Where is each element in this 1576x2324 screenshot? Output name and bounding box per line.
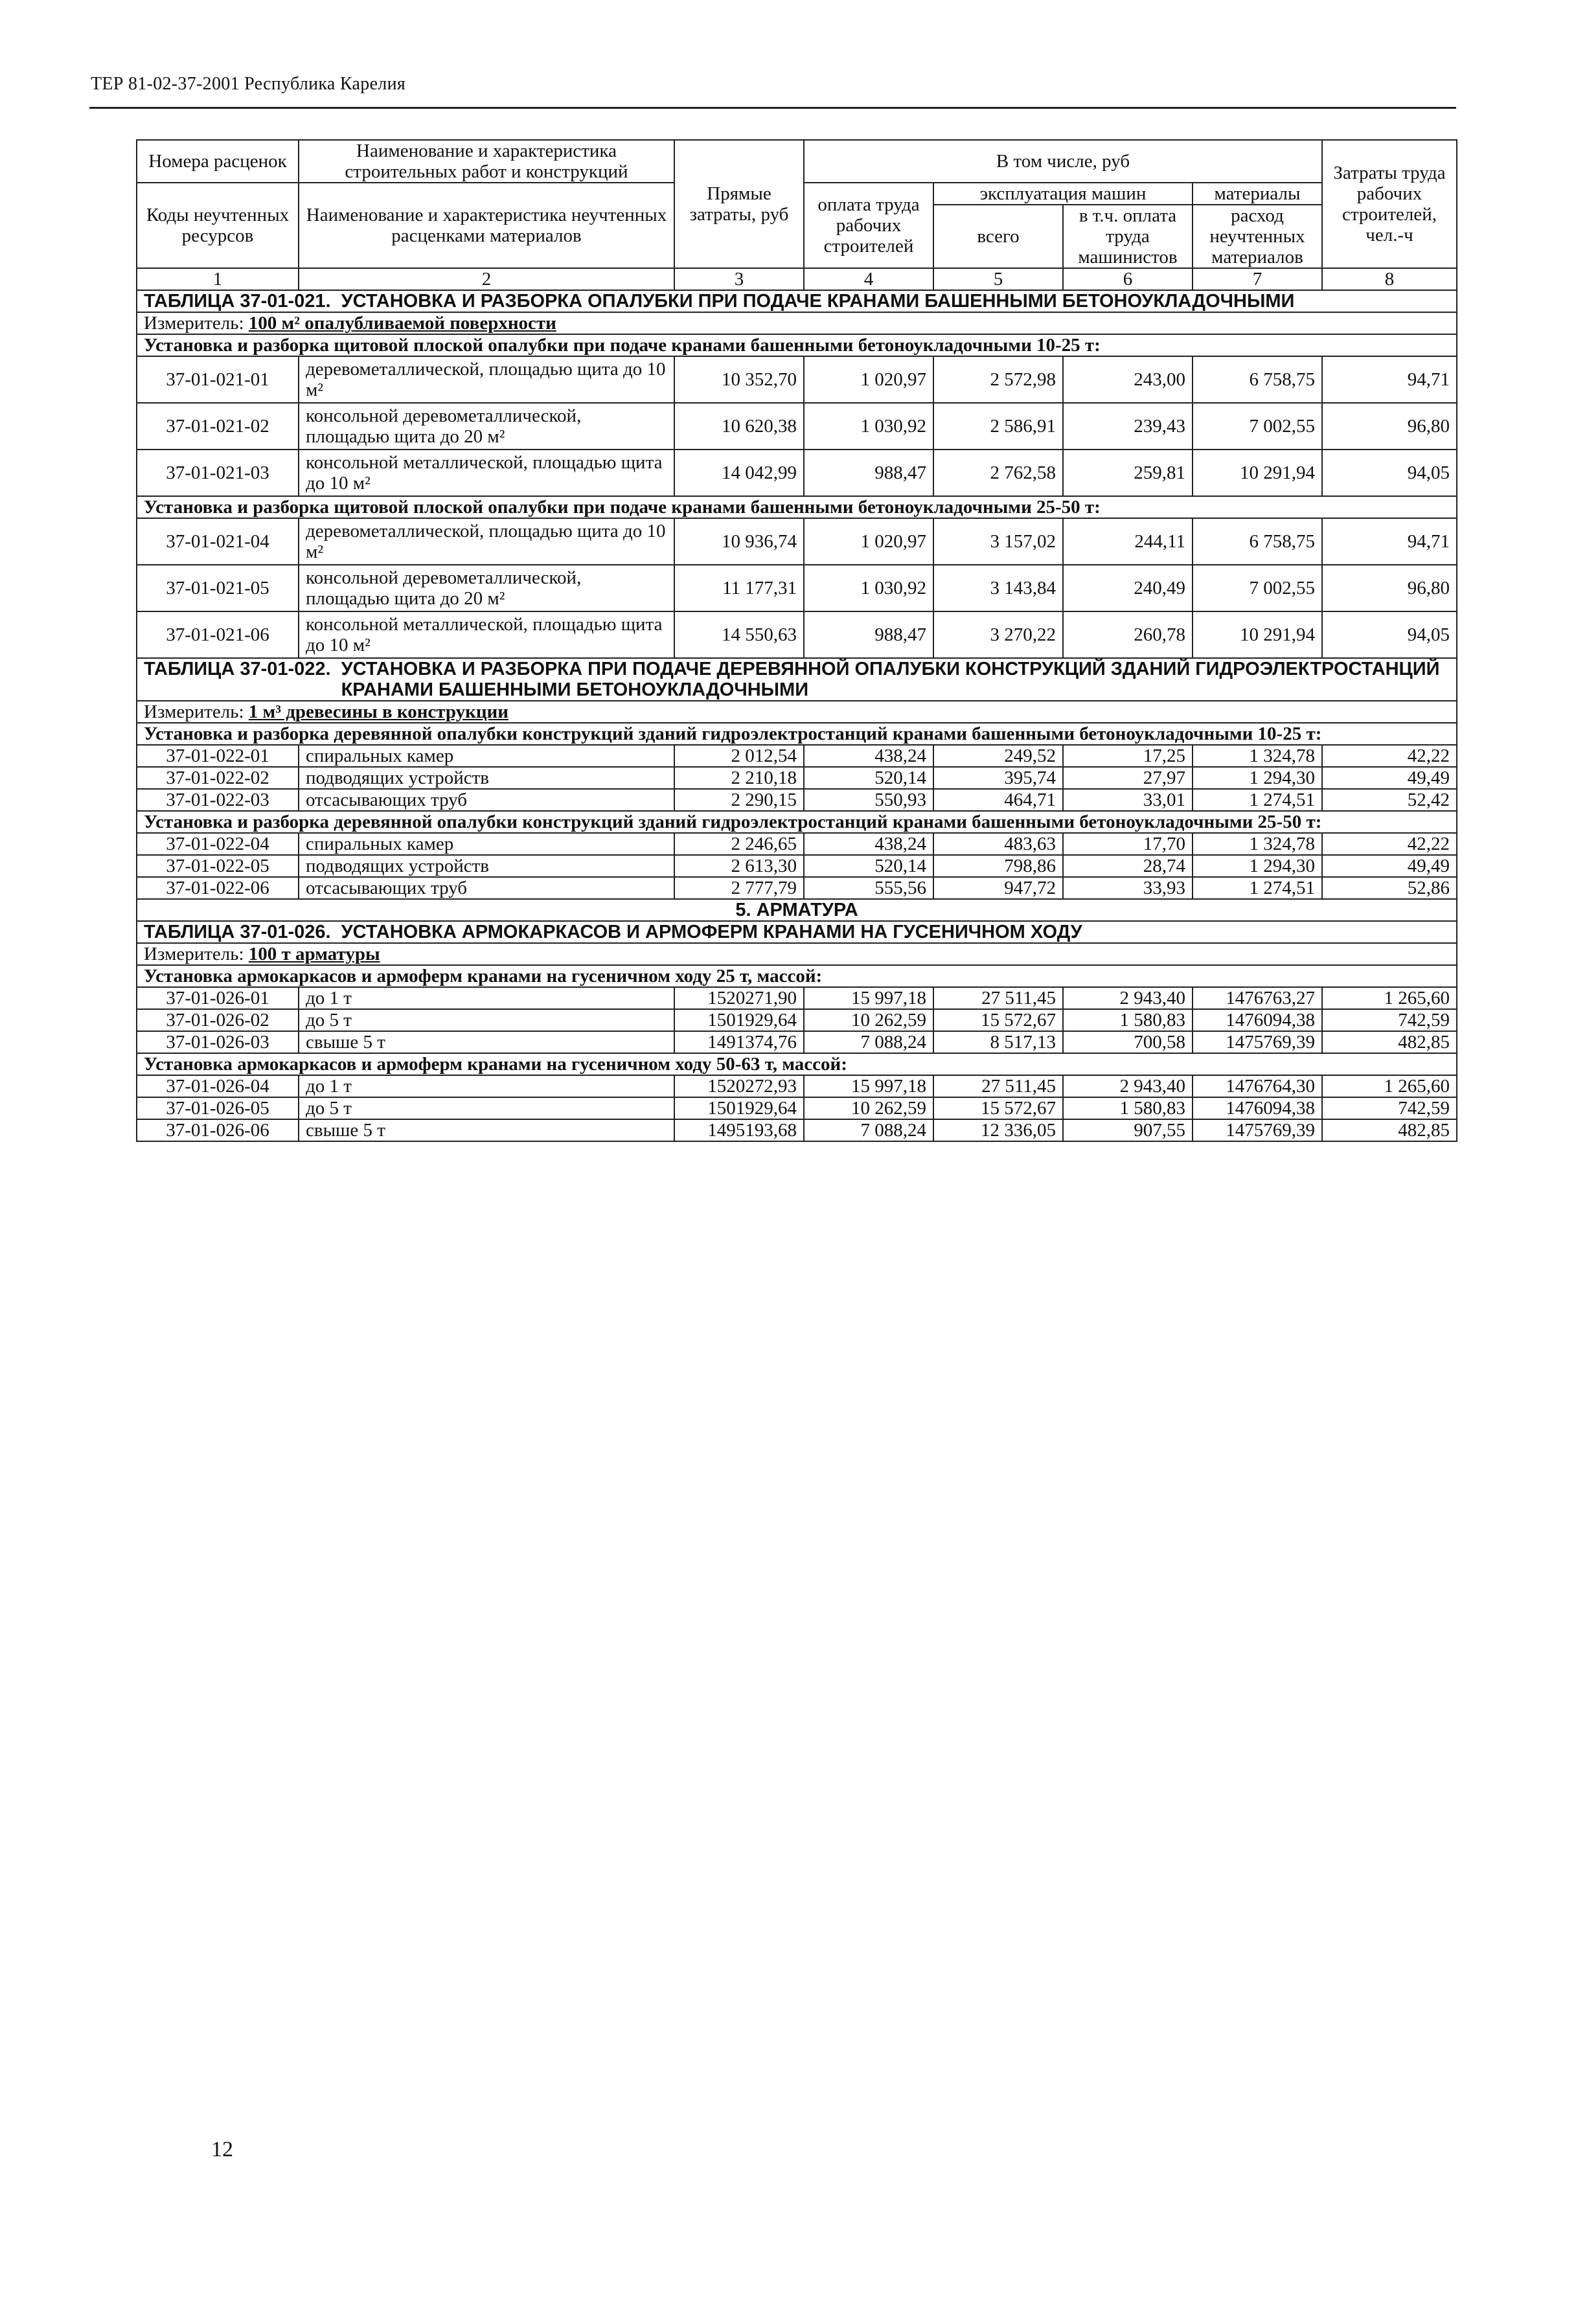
meter-label: Измеритель: <box>144 313 244 334</box>
table-row <box>137 877 1457 899</box>
col-header-labor: Затраты труда рабочих строителей, чел.-ч <box>1322 140 1457 268</box>
cell-work-description: подводящих устройств <box>299 767 674 789</box>
cell-operator-wages: 2 943,40 <box>1063 987 1193 1009</box>
table-label: ТАБЛИЦА 37-01-026. <box>144 922 331 942</box>
cell-operator-wages: 240,49 <box>1063 565 1193 611</box>
col-header-machines-total: всего <box>933 205 1063 268</box>
cell-worker-wages: 1 030,92 <box>804 565 933 611</box>
cell-material-cost: 1 324,78 <box>1193 745 1322 767</box>
table-row <box>137 565 1457 611</box>
cell-labor-hours: 94,05 <box>1322 611 1457 658</box>
col-header-machines: эксплуатация машин <box>933 183 1193 205</box>
col-header-work-name: Наименование и характеристика строительных работ и конструкций <box>299 140 674 183</box>
table-row <box>137 1031 1457 1053</box>
cell-work-description: подводящих устройств <box>299 855 674 877</box>
cell-machine-cost: 27 511,45 <box>933 987 1063 1009</box>
rates-table <box>136 139 1457 1142</box>
cell-operator-wages: 1 580,83 <box>1063 1097 1193 1119</box>
cell-material-cost: 1 274,51 <box>1193 877 1322 899</box>
table-row <box>137 789 1457 811</box>
col-header-operator-wages: в т.ч. оплата труда машинистов <box>1063 205 1193 268</box>
cell-direct-cost: 11 177,31 <box>674 565 804 611</box>
cell-labor-hours: 94,71 <box>1322 518 1457 565</box>
cell-work-description: деревометаллической, площадью щита до 10 м² <box>299 356 674 403</box>
cell-rate-code: 37-01-022-06 <box>137 877 299 899</box>
subsection-title: Установка и разборка щитовой плоской опалубки при подаче кранами башенными бетоноукладочными 10-25 т: <box>137 334 1457 356</box>
cell-rate-code: 37-01-021-05 <box>137 565 299 611</box>
cell-worker-wages: 10 262,59 <box>804 1097 933 1119</box>
cell-material-cost: 7 002,55 <box>1193 403 1322 450</box>
cell-machine-cost: 249,52 <box>933 745 1063 767</box>
cell-work-description: свыше 5 т <box>299 1031 674 1053</box>
subsection-title: Установка и разборка щитовой плоской опалубки при подаче кранами башенными бетоноукладочными 25-50 т: <box>137 496 1457 518</box>
cell-rate-code: 37-01-021-06 <box>137 611 299 658</box>
cell-rate-code: 37-01-026-05 <box>137 1097 299 1119</box>
cell-worker-wages: 15 997,18 <box>804 987 933 1009</box>
cell-operator-wages: 33,01 <box>1063 789 1193 811</box>
table-rows <box>137 518 1457 658</box>
cell-labor-hours: 42,22 <box>1322 745 1457 767</box>
cell-rate-code: 37-01-021-02 <box>137 403 299 450</box>
cell-rate-code: 37-01-022-02 <box>137 767 299 789</box>
cell-work-description: консольной металлической, площадью щита до 10 м² <box>299 450 674 496</box>
cell-worker-wages: 988,47 <box>804 450 933 496</box>
cell-operator-wages: 1 580,83 <box>1063 1009 1193 1031</box>
cell-direct-cost: 1495193,68 <box>674 1119 804 1141</box>
cell-labor-hours: 482,85 <box>1322 1031 1457 1053</box>
col-number: 1 <box>137 268 299 290</box>
section-title: 5. АРМАТУРА <box>137 899 1457 921</box>
table-rows <box>137 745 1457 811</box>
cell-work-description: до 1 т <box>299 987 674 1009</box>
cell-material-cost: 1476763,27 <box>1193 987 1322 1009</box>
cell-material-cost: 1475769,39 <box>1193 1119 1322 1141</box>
cell-worker-wages: 438,24 <box>804 745 933 767</box>
table-row <box>137 403 1457 450</box>
table-title: УСТАНОВКА АРМОКАРКАСОВ И АРМОФЕРМ КРАНАМИ НА ГУСЕНИЧНОМ ХОДУ <box>341 922 1082 942</box>
cell-material-cost: 10 291,94 <box>1193 450 1322 496</box>
cell-machine-cost: 3 157,02 <box>933 518 1063 565</box>
cell-rate-code: 37-01-026-01 <box>137 987 299 1009</box>
cell-material-cost: 1 274,51 <box>1193 789 1322 811</box>
cell-machine-cost: 798,86 <box>933 855 1063 877</box>
cell-direct-cost: 14 550,63 <box>674 611 804 658</box>
cell-machine-cost: 2 572,98 <box>933 356 1063 403</box>
cell-worker-wages: 520,14 <box>804 767 933 789</box>
cell-material-cost: 1475769,39 <box>1193 1031 1322 1053</box>
col-header-resource-codes: Коды неучтенных ресурсов <box>137 183 299 268</box>
col-header-material-usage: расход неучтенных материалов <box>1193 205 1322 268</box>
col-header-materials: материалы <box>1193 183 1322 205</box>
cell-labor-hours: 42,22 <box>1322 833 1457 855</box>
cell-operator-wages: 700,58 <box>1063 1031 1193 1053</box>
col-number: 2 <box>299 268 674 290</box>
cell-material-cost: 1476094,38 <box>1193 1097 1322 1119</box>
cell-worker-wages: 550,93 <box>804 789 933 811</box>
cell-worker-wages: 10 262,59 <box>804 1009 933 1031</box>
cell-rate-code: 37-01-022-01 <box>137 745 299 767</box>
table-rows <box>137 1075 1457 1141</box>
cell-direct-cost: 1520271,90 <box>674 987 804 1009</box>
cell-operator-wages: 2 943,40 <box>1063 1075 1193 1097</box>
cell-labor-hours: 742,59 <box>1322 1009 1457 1031</box>
cell-labor-hours: 94,71 <box>1322 356 1457 403</box>
cell-labor-hours: 482,85 <box>1322 1119 1457 1141</box>
subsection-title: Установка армокаркасов и армоферм кранами на гусеничном ходу 25 т, массой: <box>137 965 1457 987</box>
cell-machine-cost: 15 572,67 <box>933 1097 1063 1119</box>
col-header-rate-number: Номера расценок <box>137 140 299 183</box>
cell-direct-cost: 14 042,99 <box>674 450 804 496</box>
table-row <box>137 1119 1457 1141</box>
cell-work-description: спиральных камер <box>299 745 674 767</box>
cell-labor-hours: 96,80 <box>1322 403 1457 450</box>
cell-operator-wages: 243,00 <box>1063 356 1193 403</box>
cell-machine-cost: 12 336,05 <box>933 1119 1063 1141</box>
cell-material-cost: 1 324,78 <box>1193 833 1322 855</box>
cell-operator-wages: 28,74 <box>1063 855 1193 877</box>
cell-machine-cost: 2 586,91 <box>933 403 1063 450</box>
cell-operator-wages: 260,78 <box>1063 611 1193 658</box>
cell-machine-cost: 464,71 <box>933 789 1063 811</box>
subsection-title: Установка и разборка деревянной опалубки конструкций зданий гидроэлектростанций кранами башенными бетоноукладочными 25-50 т: <box>137 811 1457 833</box>
col-header-wages: оплата труда рабочих строителей <box>804 183 933 268</box>
cell-machine-cost: 395,74 <box>933 767 1063 789</box>
col-header-including: В том числе, руб <box>804 140 1322 183</box>
cell-direct-cost: 10 620,38 <box>674 403 804 450</box>
cell-machine-cost: 27 511,45 <box>933 1075 1063 1097</box>
col-number: 8 <box>1322 268 1457 290</box>
cell-work-description: деревометаллической, площадью щита до 10 м² <box>299 518 674 565</box>
table-row <box>137 611 1457 658</box>
cell-machine-cost: 2 762,58 <box>933 450 1063 496</box>
cell-direct-cost: 2 613,30 <box>674 855 804 877</box>
cell-operator-wages: 17,70 <box>1063 833 1193 855</box>
col-header-direct-cost: Прямые затраты, руб <box>674 140 804 268</box>
cell-material-cost: 1 294,30 <box>1193 767 1322 789</box>
table-title: УСТАНОВКА И РАЗБОРКА ПРИ ПОДАЧЕ ДЕРЕВЯННОЙ ОПАЛУБКИ КОНСТРУКЦИЙ ЗДАНИЙ ГИДРОЭЛЕКТРОСТАНЦИЙ КРАНАМИ БАШЕННЫМИ БЕТОНОУКЛАДОЧНЫМИ <box>341 659 1440 700</box>
cell-material-cost: 1476764,30 <box>1193 1075 1322 1097</box>
page-number: 12 <box>211 2137 233 2161</box>
subsection-title: Установка и разборка деревянной опалубки конструкций зданий гидроэлектростанций кранами башенными бетоноукладочными 10-25 т: <box>137 723 1457 745</box>
cell-material-cost: 1 294,30 <box>1193 855 1322 877</box>
col-number: 3 <box>674 268 804 290</box>
cell-labor-hours: 52,86 <box>1322 877 1457 899</box>
table-rows <box>137 987 1457 1053</box>
cell-labor-hours: 52,42 <box>1322 789 1457 811</box>
cell-direct-cost: 2 777,79 <box>674 877 804 899</box>
cell-direct-cost: 10 352,70 <box>674 356 804 403</box>
cell-rate-code: 37-01-022-04 <box>137 833 299 855</box>
cell-work-description: свыше 5 т <box>299 1119 674 1141</box>
cell-direct-cost: 1491374,76 <box>674 1031 804 1053</box>
col-header-material-name: Наименование и характеристика неучтенных расценками материалов <box>299 183 674 268</box>
cell-operator-wages: 239,43 <box>1063 403 1193 450</box>
table-row <box>137 767 1457 789</box>
cell-rate-code: 37-01-021-03 <box>137 450 299 496</box>
page-header: ТЕР 81-02-37-2001 Республика Карелия <box>91 74 406 94</box>
cell-work-description: консольной металлической, площадью щита до 10 м² <box>299 611 674 658</box>
cell-operator-wages: 27,97 <box>1063 767 1193 789</box>
cell-machine-cost: 8 517,13 <box>933 1031 1063 1053</box>
cell-worker-wages: 15 997,18 <box>804 1075 933 1097</box>
cell-material-cost: 10 291,94 <box>1193 611 1322 658</box>
cell-worker-wages: 438,24 <box>804 833 933 855</box>
meter-value: 100 т арматуры <box>248 944 380 964</box>
table-label: ТАБЛИЦА 37-01-022. <box>144 659 331 679</box>
cell-rate-code: 37-01-026-02 <box>137 1009 299 1031</box>
table-row <box>137 987 1457 1009</box>
cell-labor-hours: 1 265,60 <box>1322 1075 1457 1097</box>
table-row <box>137 745 1457 767</box>
table-row <box>137 1009 1457 1031</box>
cell-worker-wages: 1 020,97 <box>804 518 933 565</box>
cell-worker-wages: 1 030,92 <box>804 403 933 450</box>
cell-work-description: отсасывающих труб <box>299 789 674 811</box>
col-number: 4 <box>804 268 933 290</box>
cell-direct-cost: 2 012,54 <box>674 745 804 767</box>
cell-worker-wages: 988,47 <box>804 611 933 658</box>
cell-direct-cost: 1501929,64 <box>674 1097 804 1119</box>
cell-work-description: консольной деревометаллической, площадью щита до 20 м² <box>299 403 674 450</box>
cell-work-description: до 5 т <box>299 1009 674 1031</box>
meter-value: 100 м² опалубливаемой поверхности <box>248 313 556 334</box>
cell-machine-cost: 483,63 <box>933 833 1063 855</box>
table-row <box>137 450 1457 496</box>
cell-rate-code: 37-01-021-04 <box>137 518 299 565</box>
cell-worker-wages: 520,14 <box>804 855 933 877</box>
cell-worker-wages: 555,56 <box>804 877 933 899</box>
cell-work-description: до 5 т <box>299 1097 674 1119</box>
cell-work-description: отсасывающих труб <box>299 877 674 899</box>
cell-operator-wages: 244,11 <box>1063 518 1193 565</box>
cell-direct-cost: 10 936,74 <box>674 518 804 565</box>
table-row <box>137 833 1457 855</box>
meter-value: 1 м³ древесины в конструкции <box>248 701 508 722</box>
table-rows <box>137 833 1457 899</box>
subsection-title: Установка армокаркасов и армоферм кранами на гусеничном ходу 50-63 т, массой: <box>137 1053 1457 1075</box>
meter-label: Измеритель: <box>144 701 244 722</box>
cell-machine-cost: 3 143,84 <box>933 565 1063 611</box>
table-row <box>137 1097 1457 1119</box>
cell-rate-code: 37-01-021-01 <box>137 356 299 403</box>
cell-rate-code: 37-01-026-06 <box>137 1119 299 1141</box>
cell-labor-hours: 49,49 <box>1322 855 1457 877</box>
cell-work-description: спиральных камер <box>299 833 674 855</box>
table-row <box>137 356 1457 403</box>
table-row <box>137 1075 1457 1097</box>
col-number: 7 <box>1193 268 1322 290</box>
cell-direct-cost: 2 210,18 <box>674 767 804 789</box>
cell-work-description: консольной деревометаллической, площадью щита до 20 м² <box>299 565 674 611</box>
cell-machine-cost: 3 270,22 <box>933 611 1063 658</box>
cell-direct-cost: 2 246,65 <box>674 833 804 855</box>
header-rule <box>89 107 1456 109</box>
cell-machine-cost: 15 572,67 <box>933 1009 1063 1031</box>
cell-labor-hours: 1 265,60 <box>1322 987 1457 1009</box>
cell-work-description: до 1 т <box>299 1075 674 1097</box>
cell-rate-code: 37-01-022-05 <box>137 855 299 877</box>
col-number: 6 <box>1063 268 1193 290</box>
cell-rate-code: 37-01-026-03 <box>137 1031 299 1053</box>
cell-labor-hours: 49,49 <box>1322 767 1457 789</box>
cell-operator-wages: 907,55 <box>1063 1119 1193 1141</box>
cell-material-cost: 6 758,75 <box>1193 356 1322 403</box>
cell-material-cost: 6 758,75 <box>1193 518 1322 565</box>
cell-operator-wages: 259,81 <box>1063 450 1193 496</box>
cell-operator-wages: 17,25 <box>1063 745 1193 767</box>
cell-material-cost: 7 002,55 <box>1193 565 1322 611</box>
cell-operator-wages: 33,93 <box>1063 877 1193 899</box>
cell-rate-code: 37-01-026-04 <box>137 1075 299 1097</box>
cell-material-cost: 1476094,38 <box>1193 1009 1322 1031</box>
table-rows <box>137 356 1457 496</box>
cell-labor-hours: 742,59 <box>1322 1097 1457 1119</box>
table-row <box>137 518 1457 565</box>
cell-worker-wages: 7 088,24 <box>804 1031 933 1053</box>
cell-worker-wages: 7 088,24 <box>804 1119 933 1141</box>
table-title: УСТАНОВКА И РАЗБОРКА ОПАЛУБКИ ПРИ ПОДАЧЕ КРАНАМИ БАШЕННЫМИ БЕТОНОУКЛАДОЧНЫМИ <box>341 291 1295 312</box>
cell-machine-cost: 947,72 <box>933 877 1063 899</box>
cell-direct-cost: 1520272,93 <box>674 1075 804 1097</box>
cell-direct-cost: 2 290,15 <box>674 789 804 811</box>
cell-direct-cost: 1501929,64 <box>674 1009 804 1031</box>
table-row <box>137 855 1457 877</box>
table-label: ТАБЛИЦА 37-01-021. <box>144 291 331 312</box>
meter-label: Измеритель: <box>144 944 244 964</box>
cell-labor-hours: 96,80 <box>1322 565 1457 611</box>
cell-rate-code: 37-01-022-03 <box>137 789 299 811</box>
cell-labor-hours: 94,05 <box>1322 450 1457 496</box>
col-number: 5 <box>933 268 1063 290</box>
cell-worker-wages: 1 020,97 <box>804 356 933 403</box>
